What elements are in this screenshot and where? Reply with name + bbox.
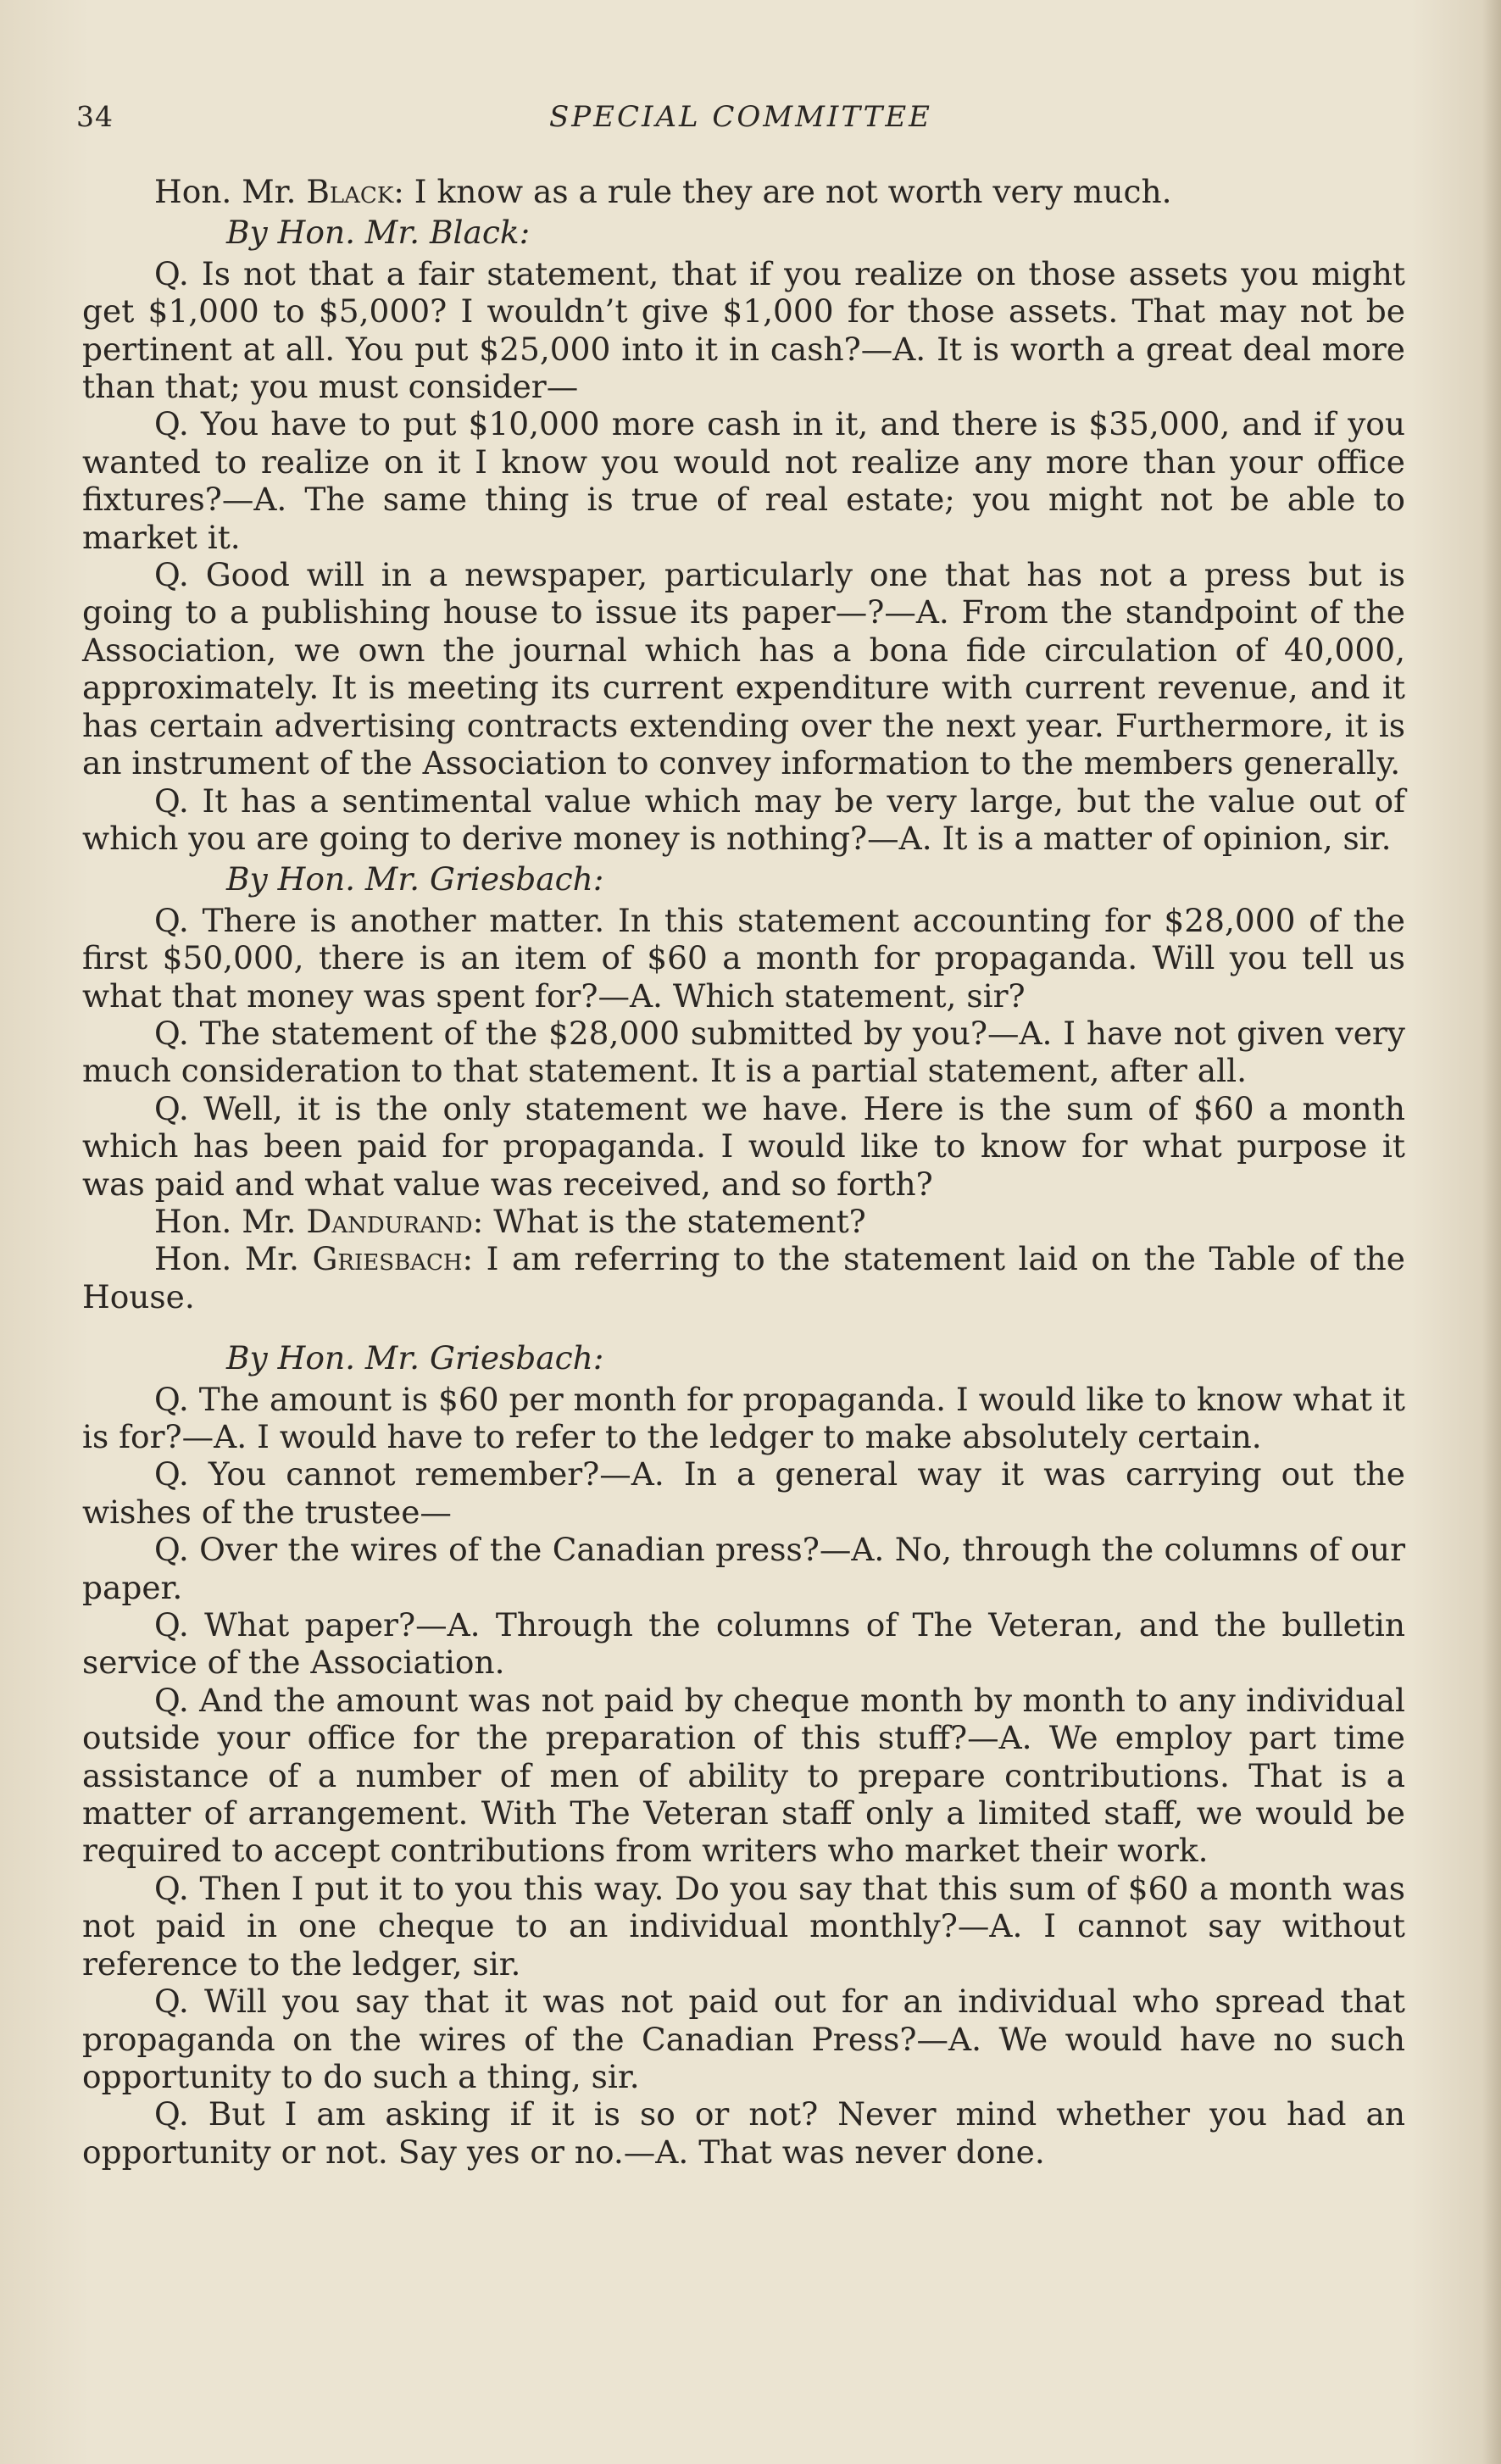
testimony-paragraph: Q. There is another matter. In this statement accounting for $28,000 of the first $50,000, there is an item of $60 a month for propaganda. Will you tell us what that money was spent for?—A. Which statement, sir?: [82, 901, 1405, 1015]
testimony-paragraph: Q. Well, it is the only statement we have. Here is the sum of $60 a month which has been paid for propaganda. I would like to know for what purpose it was paid and what value was received, and so forth?: [82, 1089, 1405, 1203]
examiner-heading: By Hon. Mr. Griesbach:: [226, 1339, 604, 1377]
page-edge-shadow: [1482, 0, 1501, 2464]
testimony-paragraph: Q. Over the wires of the Canadian press?—A. No, through the columns of our paper.: [82, 1531, 1405, 1606]
testimony-paragraph: Q. It has a sentimental value which may be very large, but the value out of which you are going to derive money is nothing?—A. It is a matter of opinion, sir.: [82, 781, 1405, 857]
examiner-heading: By Hon. Mr. Griesbach:: [226, 860, 604, 898]
speaker-name: Griesbach: [312, 1240, 463, 1278]
testimony-paragraph: Q. You cannot remember?—A. In a general way it was carrying out the wishes of the trustee—: [82, 1455, 1405, 1531]
speaker-statement: Hon. Mr. Black: I know as a rule they are not worth very much.: [154, 173, 1172, 210]
testimony-paragraph: Q. You have to put $10,000 more cash in it, and there is $35,000, and if you wanted to realize on it I know you would not realize any more than your office fixtures?—A. The same thing is true of real estate; you might not be able to market it.: [82, 405, 1405, 556]
page-number: 34: [76, 100, 114, 133]
testimony-paragraph: Q. But I am asking if it is so or not? Never mind whether you had an opportunity or not. Say yes or no.—A. That was never done.: [82, 2095, 1405, 2171]
speaker-name: Dandurand: [306, 1202, 473, 1240]
testimony-paragraph: Q. What paper?—A. Through the columns of The Veteran, and the bulletin service of the Association.: [82, 1606, 1405, 1682]
testimony-paragraph: Q. Then I put it to you this way. Do you say that this sum of $60 a month was not paid in one cheque to an individual monthly?—A. I cannot say without reference to the ledger, sir.: [82, 1869, 1405, 1983]
speaker-statement: Hon. Mr. Dandurand: What is the statement?: [154, 1202, 866, 1240]
examiner-heading: By Hon. Mr. Black:: [226, 214, 531, 252]
testimony-paragraph: Q. And the amount was not paid by cheque month by month to any individual outside your office for the preparation of this stuff?—A. We employ part time assistance of a number of men of ability to prepare contributions. That is a matter of arrangement. With The Veteran staff only a limited staff, we would be required to accept contributions from writers who market their work.: [82, 1681, 1405, 1870]
body-text: [82, 173, 1405, 2171]
speaker-name: Black: [306, 173, 394, 210]
page-header: [76, 100, 1405, 142]
running-head: SPECIAL COMMITTEE: [549, 100, 932, 134]
testimony-paragraph: Q. Is not that a fair statement, that if you realize on those assets you might get $1,000 to $5,000? I wouldn’t give $1,000 for those assets. That may not be pertinent at all. You put $25,000 into it in cash?—A. It is worth a great deal more than that; you must consider—: [82, 254, 1405, 406]
speaker-statement: Hon. Mr. Griesbach: I am referring to the statement laid on the Table of the House.: [82, 1240, 1405, 1315]
testimony-paragraph: Q. Will you say that it was not paid out for an individual who spread that propaganda on the wires of the Canadian Press?—A. We would have no such opportunity to do such a thing, sir.: [82, 1983, 1405, 2095]
testimony-paragraph: Q. The statement of the $28,000 submitted by you?—A. I have not given very much consideration to that statement. It is a partial statement, after all.: [82, 1014, 1405, 1090]
testimony-paragraph: Q. The amount is $60 per month for propaganda. I would like to know what it is for?—A. I would have to refer to the ledger to make absolutely certain.: [82, 1380, 1405, 1455]
testimony-paragraph: Q. Good will in a newspaper, particularly one that has not a press but is going to a publishing house to issue its paper—?—A. From the standpoint of the Association, we own the journal which has a bona fide circulation of 40,000, approximately. It is meeting its current expenditure with current revenue, and it has certain advertising contracts extending over the next year. Furthermore, it is an instrument of the Association to convey information to the members generally.: [82, 556, 1405, 782]
